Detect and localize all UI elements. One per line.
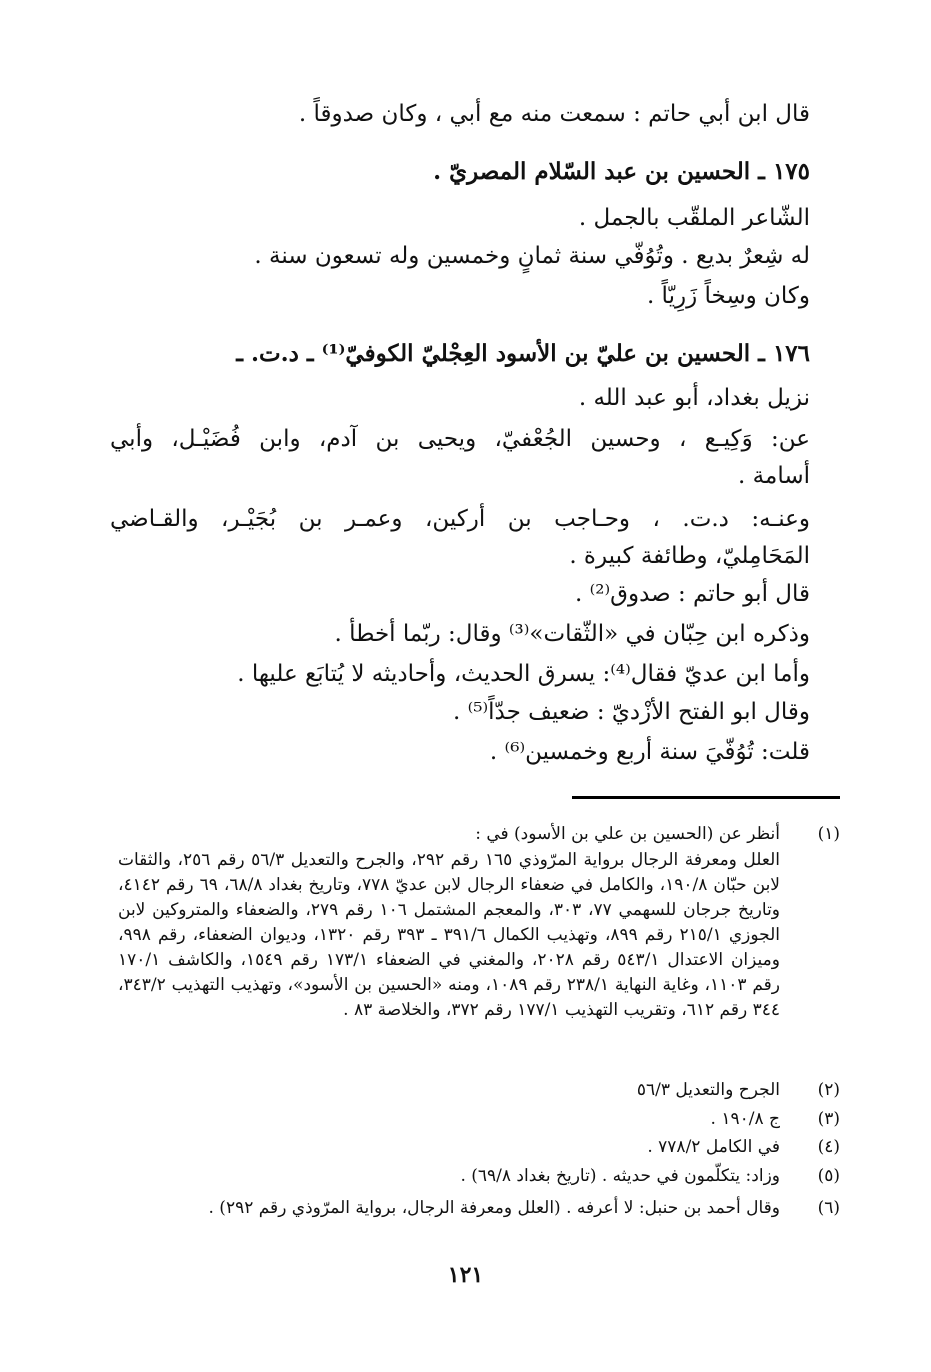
footnote [118,822,840,847]
footnote-number: (٢) [817,1080,840,1100]
text-line: أسامة . [738,463,810,489]
footnote-text: وزاد: يتكلّمون في حديثه . (تاريخ بغداد ٦٩/٨) . [460,1166,780,1186]
page-number: ١٢١ [447,1262,484,1288]
text-line: له شِعرٌ بديع . وتُوُفّي سنة ثمانٍ وخمسين وله تسعون سنة . [254,243,810,269]
footnote-number: (٣) [817,1109,840,1129]
footnote [118,1078,840,1103]
text-line: قلت: تُوُفّيَ سنة أربع وخمسين⁽⁶⁾ . [489,739,810,765]
text-line: وكان وسِخاً زَرِيّاً . [646,283,810,309]
text-line: وأما ابن عديّ فقال⁽⁴⁾: يسرق الحديث، وأحاديثه لا يُتابَع عليها . [237,661,810,687]
footnote [118,848,840,1078]
text-line: الشّاعر الملقّب بالجمل . [578,205,810,231]
footnote-text: العلل ومعرفة الرجال برواية المرّوذي ١٦٥ رقم ٢٩٢، والجرح والتعديل ٥٦/٣ رقم ٢٥٦، والثقات لابن حبّان ١٩٠/٨، والكامل في ضعفاء الرجال لابن عديّ ٧٧٨، وتاريخ بغداد ٦٨/٨، ٦٩ رقم ٤١٤٢، وتاريخ جرجان للسهمي ٧٧، ٣٠٣، والمعجم المشتمل ١٠٦ رقم ٢٧٩، والضعفاء والمتروكين لابن الجوزي ٢١٥/١ رقم ٨٩٩، وتهذيب الكمال ٣٩١/٦ ـ ٣٩٣ رقم ١٣٢٠، وديوان الضعفاء، رقم ٩٩٨، وميزان الاعتدال ٥٤٣/١ رقم ٢٠٢٨، والمغني في الضعفاء ١٧٣/١ رقم ١٥٤٩، والكاشف ١٧٠/١ رقم ١١٠٣، وغاية النهاية ٢٣٨/١ رقم ١٠٨٩، ومنه «الحسين بن الأسود»، وتهذيب التهذيب ٣٤٣/٢، ٣٤٤ رقم ٦١٢، وتقريب التهذيب ١٧٧/١ رقم ٣٧٢، والخلاصة ٨٣ . [118,850,781,1020]
footnote-number: (٤) [817,1137,840,1157]
text-line: المَحَامِليّ، وطائفة كبيرة . [569,543,810,569]
footnote-number: (١) [817,824,840,844]
entry-heading-176: ١٧٦ ـ الحسين بن عليّ بن الأسود العِجْليّ الكوفيّ⁽¹⁾ ـ د.ت. ـ [236,340,810,367]
text-line: قال أبو حاتم : صدوق⁽²⁾ . [574,581,810,607]
footnote-text: أنظر عن (الحسين بن علي بن الأسود) في : [475,824,780,844]
text-line: وعنـه: د.ت. ، وحـاجب بن أركين، وعمـر بن بُجَيْـر، والقـاضي [110,506,810,532]
footnote-text: الجرح والتعديل ٥٦/٣ [636,1080,780,1100]
footnote-text: وقال أحمد بن حنبل: لا أعرفه . (العلل ومعرفة الرجال، برواية المرّوذي رقم ٢٩٢) . [208,1198,780,1218]
footnote [118,1196,840,1221]
footnote-separator [572,796,840,799]
footnote-text: في الكامل ٧٧٨/٢ . [647,1137,780,1157]
footnote [118,1164,840,1189]
text-line: قال ابن أبي حاتم : سمعت منه مع أبي ، وكان صدوقاً . [298,101,810,127]
footnote-text: ج ١٩٠/٨ . [710,1109,780,1129]
text-line: وذكره ابن حِبّان في «الثّقات»⁽³⁾ وقال: ربّما أخطأ . [334,621,810,647]
entry-heading-175: ١٧٥ ـ الحسين بن عبد السّلام المصريّ . [433,158,810,185]
footnote-number: (٦) [817,1198,840,1218]
text-line: عن: وَكِيـع ، وحسين الجُعْفيّ، ويحيى بن آدم، وابن فُضَيْـل، وأبي [110,426,810,452]
text-line: نزيل بغداد، أبو عبد الله . [578,385,810,411]
footnote-number: (٥) [817,1166,840,1186]
text-line: وقال ابو الفتح الأزْديّ : ضعيف جدّاً⁽⁵⁾ . [452,699,810,725]
footnote [118,1107,840,1132]
footnote [118,1135,840,1160]
